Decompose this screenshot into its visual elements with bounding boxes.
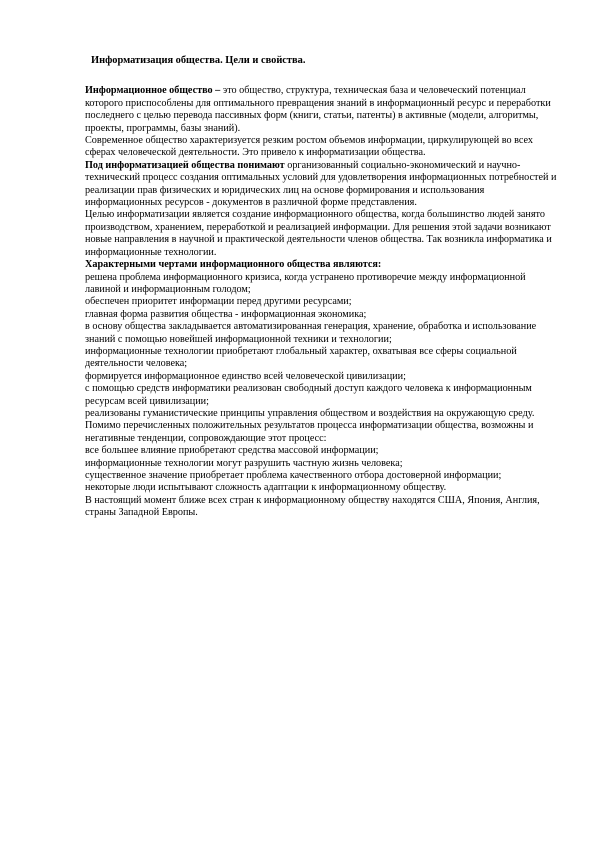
paragraph-informatization xyxy=(85,160,557,210)
features-heading: Характерными чертами информационного общества являются: xyxy=(85,259,382,271)
feature-item: реализованы гуманистические принципы управления обществом и воздействия на окружающую среду. xyxy=(85,407,535,419)
feature-item: информационные технологии приобретают глобальный характер, охватывая все сферы социальной деятельности человека; xyxy=(85,345,517,370)
feature-item: формируется информационное единство всей человеческой цивилизации; xyxy=(85,370,406,382)
document-page xyxy=(85,55,557,520)
term-information-society: Информационное общество – xyxy=(85,85,221,97)
definition-text: это общество, структура, техническая база и человеческий потенциал которого приспособлены для оптимального превращения знаний в информационный ресурс и переработки последнего с целью перевода пассивных форм (книги, статьи, патенты) в активные (модели, алгоритмы, проекты, программы, базы знаний). xyxy=(85,85,551,134)
informatization-text: организованный социально-экономический и научно-технический процесс создания оптимальных условий для удовлетворения информационных потребностей и реализации прав физических и юридических лиц на основе формирования и использования информационных ресурсов - документов в различной форме представления. xyxy=(85,159,557,209)
document-title: Информатизация общества. Цели и свойства. xyxy=(91,55,306,66)
feature-item: с помощью средств информатики реализован свободный доступ каждого человека к информационным ресурсам всей цивилизации; xyxy=(85,383,532,407)
negative-item: информационные технологии могут разрушить частную жизнь человека; xyxy=(85,457,403,469)
term-informatization: Под информатизацией общества понимают xyxy=(85,159,285,171)
feature-item: обеспечен приоритет информации перед другими ресурсами; xyxy=(85,296,352,308)
feature-item: в основу общества закладывается автоматизированная генерация, хранение, обработка и использование знаний с помощью новейшей информационной техники и технологии; xyxy=(85,321,537,345)
paragraph-countries: В настоящий момент ближе всех стран к информационному обществу находятся США, Япония, Англия, страны Западной Европы. xyxy=(85,494,540,519)
paragraph-definition xyxy=(85,85,557,135)
negative-item: существенное значение приобретает проблема качественного отбора достоверной информации; xyxy=(85,470,502,481)
paragraph-goal: Целью информатизации является создание информационного общества, когда большинство людей занято производством, хранением, переработкой и реализацией информации. Для решения этой задачи возникают новые направления в научной и практической деятельности членов общества. Так возникла информатика и информационные технологии. xyxy=(85,209,552,258)
feature-item: решена проблема информационного кризиса, когда устранено противоречие между информационной лавиной и информационным голодом; xyxy=(85,271,526,295)
negative-item: некоторые люди испытывают сложность адаптации к информационному обществу. xyxy=(85,482,447,494)
paragraph-modern-society: Современное общество характеризуется резким ростом объемов информации, циркулирующей во всех сферах человеческой деятельности. Это привело к информатизации общества. xyxy=(85,135,533,159)
negative-item: все большее влияние приобретают средства массовой информации; xyxy=(85,445,379,457)
paragraph-negative-intro: Помимо перечисленных положительных результатов процесса информатизации общества, возможны и негативные тенденции, сопровождающие этот процесс: xyxy=(85,420,534,444)
feature-item: главная форма развития общества - информационная экономика; xyxy=(85,308,367,320)
